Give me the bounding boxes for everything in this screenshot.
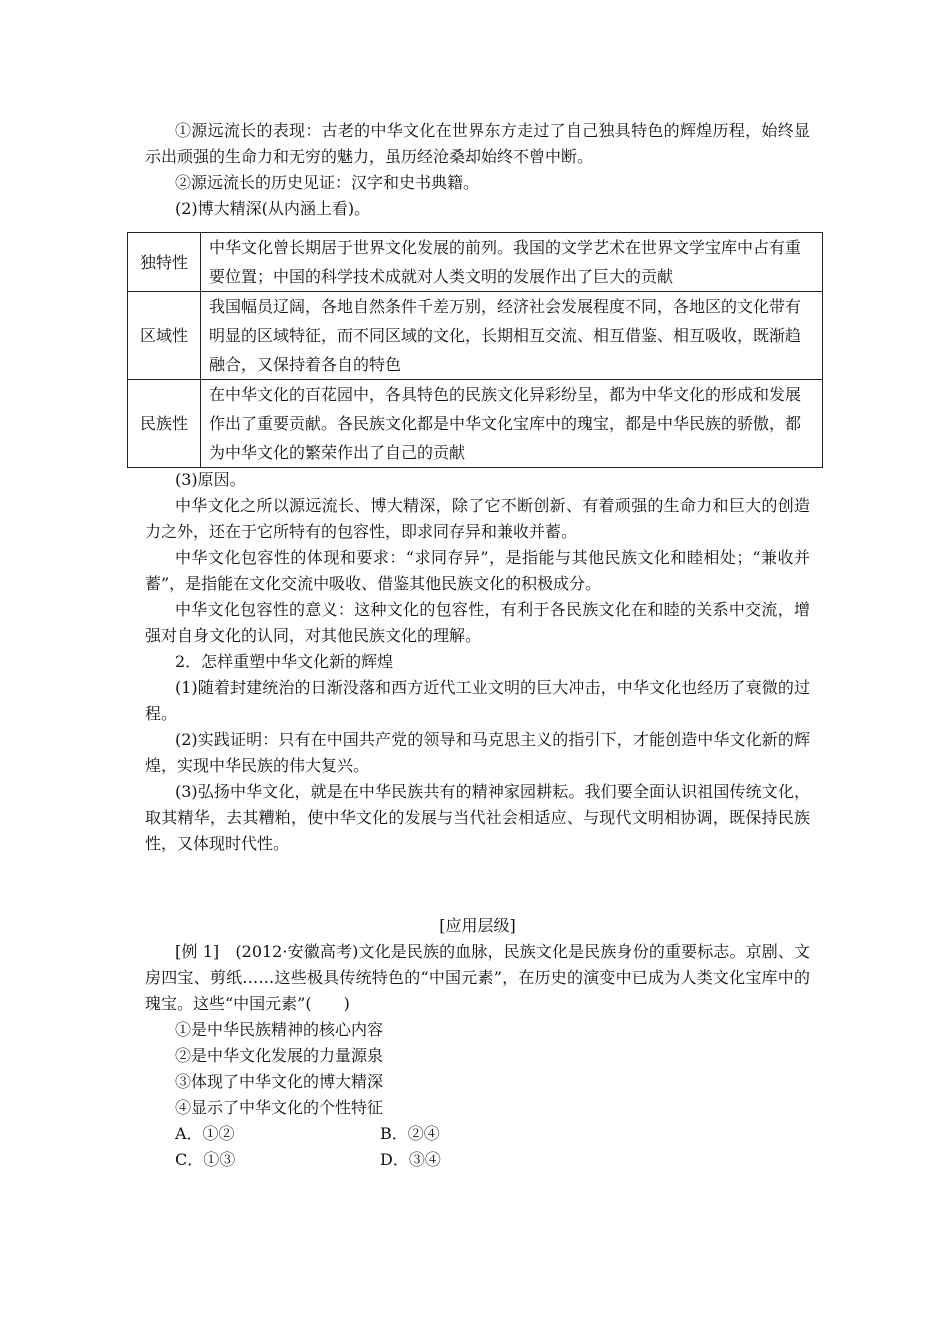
option-a: A．①② [175,1124,235,1143]
paragraph: 2．怎样重塑中华文化新的辉煌 [175,652,394,671]
question-item: ④显示了中华文化的个性特征 [175,1098,384,1117]
paragraph: (3)弘扬中华文化，就是在中华民族共有的精神家园耕耘。我们要全面认识祖国传统文化，取其精华，去其糟粕，使中华文化的发展与当代社会相适应、与现代文明相协调，既保持民族性，又体现时代性。 [145,782,810,853]
table-row [128,233,823,292]
paragraph: 中华文化之所以源远流长、博大精深，除了它不断创新、有着顽强的生命力和巨大的创造力之外，还在于它所特有的包容性，即求同存异和兼收并蓄。 [145,496,810,541]
body-section [145,467,810,1173]
paragraph: 中华文化包容性的体现和要求：“求同存异”，是指能与其他民族文化和睦相处；“兼收并蓄”，是指能在文化交流中吸收、借鉴其他民族文化的积极成分。 [145,548,810,593]
paragraph: (2)实践证明：只有在中国共产党的领导和马克思主义的指引下，才能创造中华文化新的辉煌，实现中华民族的伟大复兴。 [145,730,810,775]
option-c: C．①③ [175,1150,236,1169]
table-cell: 中华文化曾长期居于世界文化发展的前列。我国的文学艺术在世界文学宝库中占有重要位置；中国的科学技术成就对人类文明的发展作出了巨大的贡献 [201,233,823,292]
option-d: D．③④ [380,1150,441,1169]
table-row [128,380,823,468]
options-row-1 [145,1121,810,1147]
paragraph-origin-expression: ①源远流长的表现：古老的中华文化在世界东方走过了自己独具特色的辉煌历程，始终显示出顽强的生命力和无穷的魅力，虽历经沧桑却始终不曾中断。 [145,121,810,166]
section-title: [应用层级] [439,916,516,935]
table-key: 区域性 [128,292,201,380]
table-cell: 在中华文化的百花园中，各具特色的民族文化异彩纷呈，都为中华文化的形成和发展作出了重要贡献。各民族文化都是中华文化宝库中的瑰宝，都是中华民族的骄傲，都为中华文化的繁荣作出了自己的贡献 [201,380,823,468]
table-key: 独特性 [128,233,201,292]
question-stem: [例 1] (2012·安徽高考)文化是民族的血脉，民族文化是民族身份的重要标志。京剧、文房四宝、剪纸……这些极具传统特色的“中国元素”，在历史的演变中已成为人类文化宝库中的瑰宝。这些“中国元素”( ) [145,942,810,1013]
question-item: ②是中华文化发展的力量源泉 [175,1046,384,1065]
paragraph: (3)原因。 [175,470,246,489]
option-b: B．②④ [380,1124,440,1143]
question-item: ③体现了中华文化的博大精深 [175,1072,384,1091]
question-item: ①是中华民族精神的核心内容 [175,1020,384,1039]
paragraph-origin-evidence: ②源远流长的历史见证：汉字和史书典籍。 [175,173,480,192]
options-row-2 [145,1147,810,1173]
paragraph: 中华文化包容性的意义：这种文化的包容性，有利于各民族文化在和睦的关系中交流，增强对自身文化的认同，对其他民族文化的理解。 [145,600,810,645]
paragraph: (1)随着封建统治的日渐没落和西方近代工业文明的巨大冲击，中华文化也经历了衰微的过程。 [145,678,810,723]
table-key: 民族性 [128,380,201,468]
table-row [128,292,823,380]
table-cell: 我国幅员辽阔，各地自然条件千差万别，经济社会发展程度不同，各地区的文化带有明显的区域特征，而不同区域的文化，长期相互交流、相互借鉴、相互吸收，既渐趋融合，又保持着各自的特色 [201,292,823,380]
paragraph-broad-profound: (2)博大精深(从内涵上看)。 [175,199,371,218]
intro-section [145,118,810,222]
characteristics-table [127,232,823,468]
